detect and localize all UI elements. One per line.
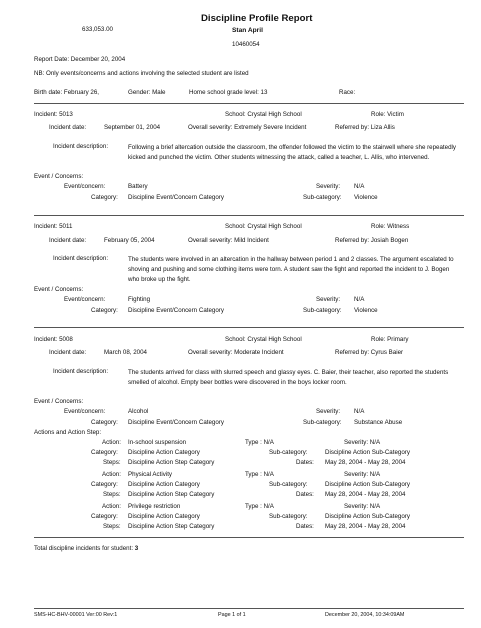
event-concern-value: Battery — [128, 183, 148, 190]
divider — [34, 537, 464, 538]
incident-role: Role: Primary — [371, 336, 409, 343]
event-concern-label: Event/concern: — [64, 408, 106, 415]
event-concern-label: Event/concern: — [64, 183, 106, 190]
severity-label: Severity: — [316, 296, 341, 303]
footer-divider — [34, 608, 464, 609]
incident-referred-by: Referred by: Cyrus Baier — [335, 349, 404, 356]
action-dates-value: May 28, 2004 - May 28, 2004 — [325, 491, 406, 498]
action-dates-label: Dates: — [296, 459, 314, 466]
action-subcategory-label: Sub-category: — [269, 513, 308, 520]
category-value: Discipline Event/Concern Category — [128, 419, 224, 426]
category-label: Category: — [91, 307, 118, 314]
action-type: Type : N/A — [245, 439, 274, 446]
action-steps-value: Discipline Action Step Category — [128, 523, 215, 530]
incident-school: School: Crystal High School — [225, 336, 302, 343]
grade-level: Home school grade level: 13 — [189, 89, 268, 96]
incident-role: Role: Victim — [371, 111, 404, 118]
severity-label: Severity: — [316, 408, 341, 415]
severity-value: N/A — [354, 183, 365, 190]
birth-date: Birth date: February 26, — [34, 89, 100, 96]
incident-description-label: Incident description: — [53, 368, 109, 375]
incident-description: The students arrived for class with slurred speech and glassy eyes. C. Baier, their teacher, also reported the students smelled of alcohol. Empty beer bottles were discovered in the boys locker room. — [128, 369, 449, 386]
action-category-label: Category: — [91, 481, 118, 488]
incident-date: March 08, 2004 — [104, 349, 147, 356]
incident-school: School: Crystal High School — [225, 223, 302, 230]
category-value: Discipline Event/Concern Category — [128, 194, 224, 201]
incident-date-label: Incident date: — [49, 349, 87, 356]
action-steps-value: Discipline Action Step Category — [128, 491, 215, 498]
nb-note: NB: Only events/concerns and actions involving the selected student are listed — [34, 70, 249, 77]
action-subcategory-label: Sub-category: — [269, 481, 308, 488]
action-value: Privilege restriction — [128, 503, 181, 510]
footer-page: Page 1 of 1 — [218, 612, 246, 618]
student-id: 10460054 — [232, 41, 260, 48]
incident-severity: Overall severity: Moderate Incident — [188, 349, 284, 356]
category-label: Category: — [91, 419, 118, 426]
incident-date-label: Incident date: — [49, 124, 87, 131]
footer-form-code: SMS-HC-BHV-00001 Ver:00 Rev:1 — [34, 612, 118, 618]
event-concern-label: Event/concern: — [64, 296, 106, 303]
action-dates-value: May 28, 2004 - May 28, 2004 — [325, 523, 406, 530]
actions-heading: Actions and Action Step: — [34, 429, 102, 436]
incident-date-label: Incident date: — [49, 237, 87, 244]
gender: Gender: Male — [128, 89, 166, 96]
incident-description-label: Incident description: — [53, 143, 109, 150]
action-label: Action: — [102, 503, 121, 510]
action-value: Physical Activity — [128, 471, 173, 478]
subcategory-label: Sub-category: — [303, 419, 342, 426]
total-label: Total discipline incidents for student: — [34, 545, 134, 552]
action-label: Action: — [102, 439, 121, 446]
action-steps-label: Steps: — [103, 459, 121, 466]
action-severity: Severity: N/A — [344, 439, 381, 446]
incident-description: Following a brief altercation outside the classroom, the offender followed the victim to the stairwell where she repeatedly kicked and punched the victim. Other students witnessing the attack, called a teacher, L. Allis, who intervened. — [128, 144, 456, 161]
divider — [34, 327, 464, 328]
id-code: 633,053.00 — [82, 26, 113, 33]
action-type: Type : N/A — [245, 471, 274, 478]
subcategory-value: Violence — [354, 194, 378, 201]
incident-description: The students were involved in an altercation in the hallway between period 1 and 2 classes. The argument escalated to shoving and pushing and some clothing items were torn. A student saw the fight and reported the incident to J. Bogen who broke up the fight. — [128, 256, 454, 283]
action-category-value: Discipline Action Category — [128, 513, 200, 520]
action-category-label: Category: — [91, 449, 118, 456]
incident-referred-by: Referred by: Josiah Bogen — [335, 237, 409, 244]
footer-datetime: December 20, 2004, 10:34:09AM — [325, 612, 405, 618]
incident-school: School: Crystal High School — [225, 111, 302, 118]
action-dates-label: Dates: — [296, 523, 314, 530]
action-subcategory-label: Sub-category: — [269, 449, 308, 456]
total-value: 3 — [134, 545, 139, 552]
action-category-value: Discipline Action Category — [128, 449, 200, 456]
incident-number: Incident: 5011 — [34, 223, 73, 230]
action-severity: Severity: N/A — [344, 471, 381, 478]
incident-role: Role: Witness — [371, 223, 410, 230]
event-concerns-label: Event / Concerns: — [34, 286, 84, 293]
incident-referred-by: Referred by: Liza Allis — [335, 124, 395, 131]
event-concerns-label: Event / Concerns: — [34, 398, 84, 405]
action-dates-label: Dates: — [296, 491, 314, 498]
action-subcategory-value: Discipline Action Sub-Category — [325, 481, 410, 488]
severity-value: N/A — [354, 408, 365, 415]
incident-number: Incident: 5013 — [34, 111, 73, 118]
race: Race: — [339, 89, 356, 96]
action-category-label: Category: — [91, 513, 118, 520]
action-steps-label: Steps: — [103, 491, 121, 498]
student-name: Stan April — [232, 27, 263, 34]
incident-description-label: Incident description: — [53, 255, 109, 262]
action-steps-value: Discipline Action Step Category — [128, 459, 215, 466]
incident-number: Incident: 5008 — [34, 336, 73, 343]
event-concerns-label: Event / Concerns: — [34, 173, 84, 180]
action-value: In-school suspension — [128, 439, 187, 446]
incident-date: February 05, 2004 — [104, 237, 155, 244]
action-category-value: Discipline Action Category — [128, 481, 200, 488]
category-value: Discipline Event/Concern Category — [128, 307, 224, 314]
action-label: Action: — [102, 471, 121, 478]
action-dates-value: May 28, 2004 - May 28, 2004 — [325, 459, 406, 466]
divider — [34, 215, 464, 216]
incident-date: September 01, 2004 — [104, 124, 161, 131]
severity-value: N/A — [354, 296, 365, 303]
category-label: Category: — [91, 194, 118, 201]
action-severity: Severity: N/A — [344, 503, 381, 510]
subcategory-label: Sub-category: — [303, 307, 342, 314]
total-incidents — [34, 545, 138, 552]
event-concern-value: Fighting — [128, 296, 151, 303]
divider — [34, 103, 464, 104]
subcategory-value: Violence — [354, 307, 378, 314]
subcategory-value: Substance Abuse — [354, 419, 403, 426]
subcategory-label: Sub-category: — [303, 194, 342, 201]
report-date: Report Date: December 20, 2004 — [34, 56, 126, 63]
incident-severity: Overall severity: Extremely Severe Incident — [188, 124, 307, 131]
action-type: Type : N/A — [245, 503, 274, 510]
incident-severity: Overall severity: Mild Incident — [188, 237, 269, 244]
report-title: Discipline Profile Report — [201, 13, 313, 24]
action-steps-label: Steps: — [103, 523, 121, 530]
action-subcategory-value: Discipline Action Sub-Category — [325, 513, 410, 520]
event-concern-value: Alcohol — [128, 408, 149, 415]
action-subcategory-value: Discipline Action Sub-Category — [325, 449, 410, 456]
severity-label: Severity: — [316, 183, 341, 190]
